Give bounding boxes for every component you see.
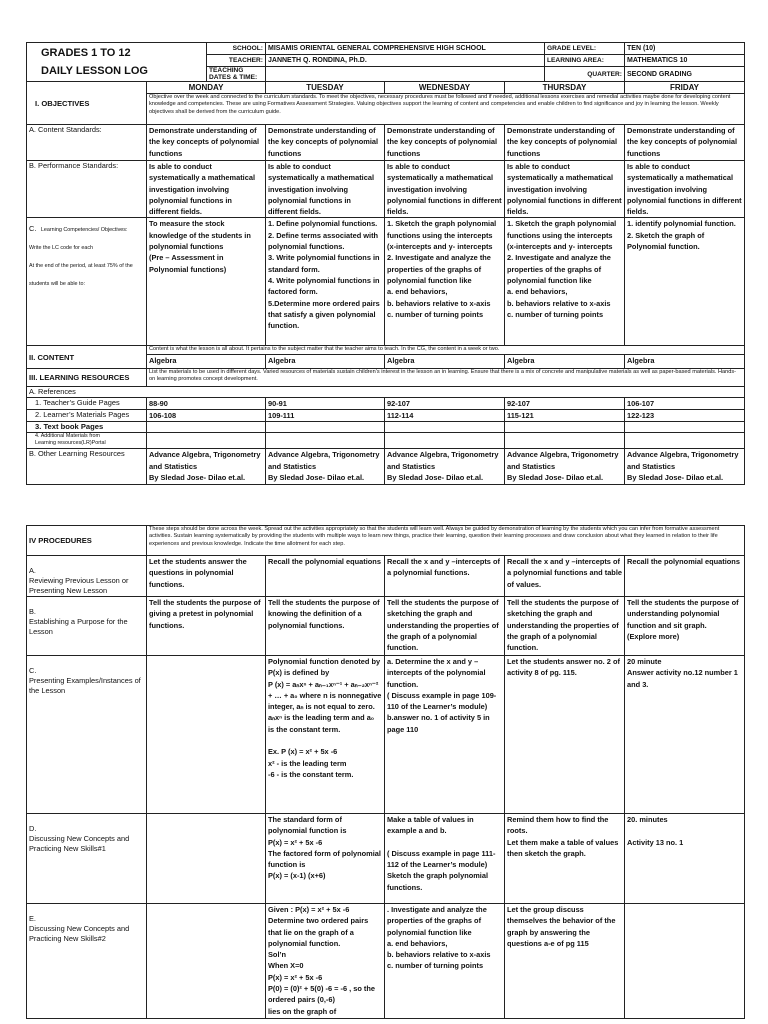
procedure-b-label: Establishing a Purpose for the Lesson <box>29 617 128 636</box>
procedure-a-friday: Recall the polynomial equations <box>625 556 745 597</box>
lesson-log-table-procedures <box>26 525 745 1019</box>
performance-standards-monday: Is able to conduct systematically a mathematical investigation involving polynomial functions in different fields. <box>147 161 266 218</box>
procedure-d-label: Discussing New Concepts and Practicing New Skills#1 <box>29 834 130 853</box>
title-line-1: GRADES 1 TO 12 <box>41 47 131 59</box>
learners-materials-wednesday: 112-114 <box>385 410 505 422</box>
procedure-d-label-cell <box>27 814 147 904</box>
competencies-wednesday: 1. Sketch the graph polynomial functions using the intercepts (x-intercepts and y- intercepts 2. Investigate and analyze the properties of the graphs of polynomial function like a. end behaviors, b. behaviors relative to x-axis c. number of turning points <box>385 218 505 346</box>
teachers-guide-label: 1. Teacher’s Guide Pages <box>27 397 147 409</box>
content-standards-wednesday: Demonstrate understanding of the key concepts of polynomial functions <box>385 125 505 161</box>
learning-resources-note: List the materials to be used in different days. Varied resources of materials sustain children’s interest in the lesson an in learning. Ensure that there is a mix of concrete and manipulative materials as well as paper-based materials. Hands-on learning promotes concept development. <box>147 368 745 386</box>
procedure-b-thursday: Tell the students the purpose of sketching the graph and understanding the properties of the graph of a polynomial function. <box>505 597 625 656</box>
learners-materials-thursday: 115-121 <box>505 410 625 422</box>
competencies-thursday: 1. Sketch the graph polynomial functions using the intercepts (x-intercepts and y- intercepts 2. Investigate and analyze the properties of the graphs of polynomial function like a. end behaviors, b. behaviors relative to x-axis c. number of turning points <box>505 218 625 346</box>
procedure-c-letter: C. <box>29 666 37 675</box>
procedure-a-tuesday: Recall the polynomial equations <box>266 556 385 597</box>
competencies-tuesday: 1. Define polynomial functions. 2. Define terms associated with polynomial functions. 3. Write polynomial functions in standard form. 4. Write polynomial functions in factored form. 5.Determine more ordered pairs that satisfy a given polynomial function. <box>266 218 385 346</box>
procedure-a-letter: A. <box>29 566 36 575</box>
content-friday: Algebra <box>625 354 745 368</box>
procedure-e-label: Discussing New Concepts and Practicing New Skills#2 <box>29 924 130 943</box>
performance-standards-friday: Is able to conduct systematically a mathematical investigation involving polynomial functions in different fields. <box>625 161 745 218</box>
procedures-label: IV PROCEDURES <box>27 526 147 556</box>
teachers-guide-tuesday: 90-91 <box>266 397 385 409</box>
performance-standards-thursday: Is able to conduct systematically a mathematical investigation involving polynomial functions in different fields. <box>505 161 625 218</box>
additional-materials-friday <box>625 433 745 449</box>
content-standards-label: A. Content Standards: <box>27 125 147 161</box>
day-header-monday: MONDAY <box>147 82 266 94</box>
additional-materials-label: 4. Additional Materials from Learning resources(LR)Portal <box>27 433 147 449</box>
procedure-e-thursday: Let the group discuss themselves the behavior of the graph by answering the questions a-e of pg 115 <box>505 904 625 1019</box>
procedure-c-thursday: Let the students answer no. 2 of activity 8 of pg. 115. <box>505 656 625 814</box>
day-header-friday: FRIDAY <box>625 82 745 94</box>
teaching-dates-value <box>266 67 545 82</box>
procedure-d-tuesday: The standard form of polynomial function is P(x) = x² + 5x -6 The factored form of polynomial function is P(x) = (x-1) (x+6) <box>266 814 385 904</box>
additional-materials-tuesday <box>266 433 385 449</box>
other-resources-wednesday: Advance Algebra, Trigonometry and Statistics By Sledad Jose- Dilao et.al. <box>385 449 505 485</box>
procedure-a-label: Reviewing Previous Lesson or Presenting New Lesson <box>29 576 129 595</box>
day-header-wednesday: WEDNESDAY <box>385 82 505 94</box>
learners-materials-monday: 106-108 <box>147 410 266 422</box>
content-thursday: Algebra <box>505 354 625 368</box>
procedure-a-thursday: Recall the x and y –intercepts of a polynomial functions and table of values. <box>505 556 625 597</box>
lesson-log-table-top <box>26 42 745 485</box>
procedure-d-monday <box>147 814 266 904</box>
teachers-guide-monday: 88-90 <box>147 397 266 409</box>
procedure-e-letter: E. <box>29 914 36 923</box>
textbook-pages-monday <box>147 422 266 433</box>
learners-materials-friday: 122-123 <box>625 410 745 422</box>
competencies-letter: C. <box>29 224 37 234</box>
other-resources-monday: Advance Algebra, Trigonometry and Statistics By Sledad Jose- Dilao et.al. <box>147 449 266 485</box>
learning-area-value: MATHEMATICS 10 <box>625 55 745 67</box>
content-standards-monday: Demonstrate understanding of the key concepts of polynomial functions <box>147 125 266 161</box>
grade-level-label: GRADE LEVEL: <box>545 43 625 55</box>
textbook-pages-friday <box>625 422 745 433</box>
procedure-c-friday: 20 minute Answer activity no.12 number 1 and 3. <box>625 656 745 814</box>
procedure-b-tuesday: Tell the students the purpose of knowing the definition of a polynomial functions. <box>266 597 385 656</box>
performance-standards-tuesday: Is able to conduct systematically a mathematical investigation involving polynomial functions in different fields. <box>266 161 385 218</box>
content-monday: Algebra <box>147 354 266 368</box>
procedure-a-label-cell <box>27 556 147 597</box>
teacher-name: JANNETH Q. RONDINA, Ph.D. <box>266 55 545 67</box>
content-wednesday: Algebra <box>385 354 505 368</box>
procedure-d-thursday: Remind them how to find the roots. Let them make a table of values then sketch the graph. <box>505 814 625 904</box>
performance-standards-wednesday: Is able to conduct systematically a mathematical investigation involving polynomial functions in different fields. <box>385 161 505 218</box>
objectives-label: I. OBJECTIVES <box>27 82 147 125</box>
procedure-b-label-cell <box>27 597 147 656</box>
school-name: MISAMIS ORIENTAL GENERAL COMPREHENSIVE HIGH SCHOOL <box>266 43 545 55</box>
title-line-2: DAILY LESSON LOG <box>41 65 148 77</box>
procedure-c-label-cell <box>27 656 147 814</box>
procedure-a-monday: Let the students answer the questions in polynomial functions. <box>147 556 266 597</box>
procedure-c-wednesday: a. Determine the x and y – intercepts of the polynomial function. ( Discuss example in page 109-110 of the Learner’s module) b.answer no. 1 of activity 5 in page 110 <box>385 656 505 814</box>
learners-materials-label: 2. Learner’s Materials Pages <box>27 410 147 422</box>
learning-area-label: LEARNING AREA: <box>545 55 625 67</box>
competencies-friday: 1. identify polynomial function. 2. Sketch the graph of Polynomial function. <box>625 218 745 346</box>
references-label: A. References <box>27 386 745 397</box>
objectives-note: Objective over the week and connected to the curriculum standards. To meet the objectives, necessary procedures must be followed and if needed, additional lessons exercises and remedial activities maybe done for developing content knowledge and competencies. These are using Formatives Assessment Strategies. Valuing objectives support the learning of content and competencies and enable children to find significance and joy in learning the lesson. Weekly objectives shall be derived from the curriculum guide. <box>147 94 745 125</box>
grade-level-value: TEN (10) <box>625 43 745 55</box>
textbook-pages-tuesday <box>266 422 385 433</box>
day-header-thursday: THURSDAY <box>505 82 625 94</box>
quarter-label: QUARTER: <box>545 67 625 82</box>
procedure-d-wednesday: Make a table of values in example a and b. ( Discuss example in page 111-112 of the Learner’s module) Sketch the graph polynomial functions. <box>385 814 505 904</box>
other-resources-friday: Advance Algebra, Trigonometry and Statistics By Sledad Jose- Dilao et.al. <box>625 449 745 485</box>
learners-materials-tuesday: 109-111 <box>266 410 385 422</box>
procedure-e-tuesday: Given : P(x) = x² + 5x -6 Determine two ordered pairs that lie on the graph of a polynomial function. Sol’n When X=0 P(x) = x² + 5x -6 P(0) = (0)² + 5(0) -6 = -6 , so the ordered pairs (0,-6) lies on the graph of <box>266 904 385 1019</box>
content-note: Content is what the lesson is all about. It pertains to the subject matter that the teacher aims to teach. In the CG, the content in a week or two. <box>147 346 745 354</box>
teaching-dates-label: TEACHING DATES & TIME: <box>207 67 266 82</box>
procedure-c-label: Presenting Examples/Instances of the Lesson <box>29 676 141 695</box>
school-label: SCHOOL: <box>207 43 266 55</box>
procedure-a-wednesday: Recall the x and y –intercepts of a polynomial functions. <box>385 556 505 597</box>
competencies-label: Learning Competencies/ Objectives: Write the LC code for each At the end of the period, at least 75% of the students will be able to: <box>29 227 133 288</box>
textbook-pages-label: 3. Text book Pages <box>27 422 147 433</box>
other-resources-label: B. Other Learning Resources <box>27 449 147 485</box>
procedure-e-wednesday: . Investigate and analyze the properties of the graphs of polynomial function like a. end behaviors, b. behaviors relative to x-axis c. number of turning points <box>385 904 505 1019</box>
page-title <box>27 43 207 82</box>
procedure-b-wednesday: Tell the students the purpose of sketching the graph and understanding the properties of the graph of a polynomial function. <box>385 597 505 656</box>
content-standards-thursday: Demonstrate understanding of the key concepts of polynomial functions <box>505 125 625 161</box>
procedure-e-friday <box>625 904 745 1019</box>
procedure-b-letter: B. <box>29 607 36 616</box>
other-resources-tuesday: Advance Algebra, Trigonometry and Statistics By Sledad Jose- Dilao et.al. <box>266 449 385 485</box>
textbook-pages-wednesday <box>385 422 505 433</box>
procedure-b-friday: Tell the students the purpose of understanding polynomial function and sit graph. (Explore more) <box>625 597 745 656</box>
textbook-pages-thursday <box>505 422 625 433</box>
additional-materials-thursday <box>505 433 625 449</box>
teacher-label: TEACHER: <box>207 55 266 67</box>
competencies-monday: To measure the stock knowledge of the students in polynomial functions (Pre – Assessment in Polynomial functions) <box>147 218 266 346</box>
procedure-d-friday: 20. minutes Activity 13 no. 1 <box>625 814 745 904</box>
content-tuesday: Algebra <box>266 354 385 368</box>
learning-resources-label: III. LEARNING RESOURCES <box>27 368 147 386</box>
content-standards-friday: Demonstrate understanding of the key concepts of polynomial functions <box>625 125 745 161</box>
procedure-b-monday: Tell the students the purpose of giving a pretest in polynomial functions. <box>147 597 266 656</box>
procedure-d-letter: D. <box>29 824 37 833</box>
content-label: II. CONTENT <box>27 346 147 368</box>
other-resources-thursday: Advance Algebra, Trigonometry and Statistics By Sledad Jose- Dilao et.al. <box>505 449 625 485</box>
teachers-guide-wednesday: 92-107 <box>385 397 505 409</box>
procedure-c-tuesday: Polynomial function denoted by P(x) is defined by P (x) = aₙxⁿ + aₙ₋₁xⁿ⁻¹ + aₙ₋₂xⁿ⁻² + … + a₀ where n is nonnegative integer, aₙ is not equal to zero. aₙxⁿ is the leading term and a₀ is the constant term. Ex. P (x) = x² + 5x -6 x² - is the leading term -6 - is the constant term. <box>266 656 385 814</box>
procedure-e-monday <box>147 904 266 1019</box>
additional-materials-monday <box>147 433 266 449</box>
quarter-value: SECOND GRADING <box>625 67 745 82</box>
procedures-note: These steps should be done across the week. Spread out the activities appropriately so that the students will learn well. Always be guided by demonstration of learning by the students which you can infer from formative assessment activities. Sustain learning systematically by providing the students with multiple ways to learn new things, practice their learning, question their learning processes and draw conclusion about what they learned in relation to their life experiences and previous knowledge. Indicate the time allotment for each step. <box>147 526 745 556</box>
day-header-tuesday: TUESDAY <box>266 82 385 94</box>
teachers-guide-friday: 106-107 <box>625 397 745 409</box>
procedure-c-monday <box>147 656 266 814</box>
performance-standards-label: B. Performance Standards: <box>27 161 147 218</box>
content-standards-tuesday: Demonstrate understanding of the key concepts of polynomial functions <box>266 125 385 161</box>
teachers-guide-thursday: 92-107 <box>505 397 625 409</box>
procedure-e-label-cell <box>27 904 147 1019</box>
competencies-label-cell <box>27 218 147 346</box>
additional-materials-wednesday <box>385 433 505 449</box>
